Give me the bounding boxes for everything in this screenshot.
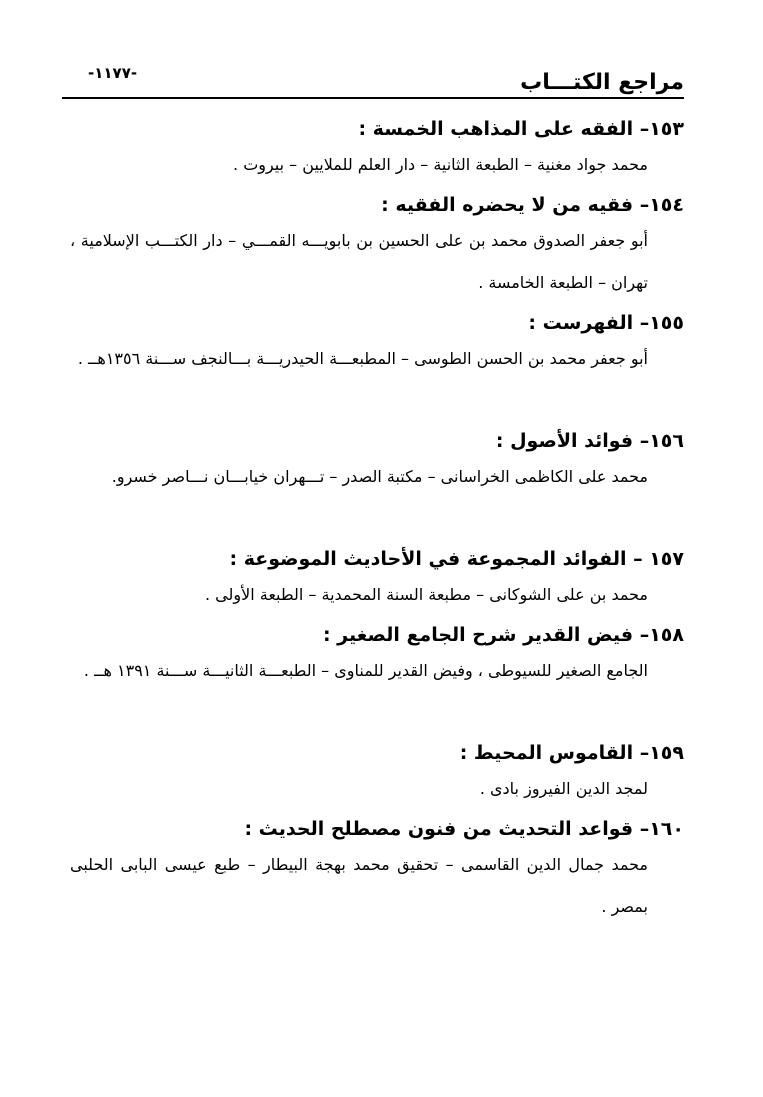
- reference-title: ١٥٤– فقيه من لا يحضره الفقيه :: [381, 194, 684, 216]
- header-rule: [62, 97, 684, 99]
- reference-entry-158: [70, 620, 684, 734]
- reference-title: ١٥٧ – الفوائد المجموعة في الأحاديث الموضوعة :: [229, 548, 684, 570]
- reference-details: أبو جعفر الصدوق محمد بن على الحسين بن بابويـــه القمـــي – دار الكتـــب الإسلامية ، تهران – الطبعة الخامسة .: [70, 231, 648, 292]
- page-header: [62, 58, 684, 98]
- reference-details: أبو جعفر محمد بن الحسن الطوسى – المطبعـــة الحيدريـــة بـــالنجف ســـنة ١٣٥٦هــ .: [77, 349, 648, 368]
- reference-title: ١٦٠– قواعد التحديث من فنون مصطلح الحديث :: [244, 818, 684, 840]
- reference-entry-157: [70, 544, 684, 616]
- reference-details: محمد جمال الدين القاسمى – تحقيق محمد بهجة البيطار – طبع عيسى البابى الحلبى بمصر .: [70, 855, 648, 916]
- page-number: -١١٧٧-: [88, 64, 138, 82]
- running-title: مراجع الكتـــاب: [520, 70, 684, 95]
- reference-entry-155: [70, 308, 684, 422]
- reference-entry-153: [70, 114, 684, 186]
- reference-details: محمد بن على الشوكانى – مطبعة السنة المحمدية – الطبعة الأولى .: [204, 585, 648, 604]
- reference-details: محمد على الكاظمى الخراسانى – مكتبة الصدر – تـــهران خيابـــان نـــاصر خسرو.: [111, 467, 648, 486]
- reference-details: لمجد الدين الفيروز بادى .: [479, 779, 648, 798]
- reference-entry-160: [70, 814, 684, 928]
- reference-title: ١٥٩– القاموس المحيط :: [459, 742, 684, 764]
- reference-entry-154: [70, 190, 684, 304]
- references-list: [70, 110, 684, 928]
- reference-entry-156: [70, 426, 684, 540]
- reference-details: الجامع الصغير للسيوطى ، وفيض القدير للمناوى – الطبعـــة الثانيـــة ســـنة ١٣٩١ هــ .: [83, 661, 648, 680]
- reference-details: محمد جواد مغنية – الطبعة الثانية – دار العلم للملايين – بيروت .: [233, 155, 648, 174]
- reference-title: ١٥٥– الفهرست :: [528, 312, 684, 334]
- reference-title: ١٥٣– الفقه على المذاهب الخمسة :: [358, 118, 684, 140]
- reference-title: ١٥٨– فيض القدير شرح الجامع الصغير :: [322, 624, 684, 646]
- reference-title: ١٥٦– فوائد الأصول :: [495, 430, 684, 452]
- reference-entry-159: [70, 738, 684, 810]
